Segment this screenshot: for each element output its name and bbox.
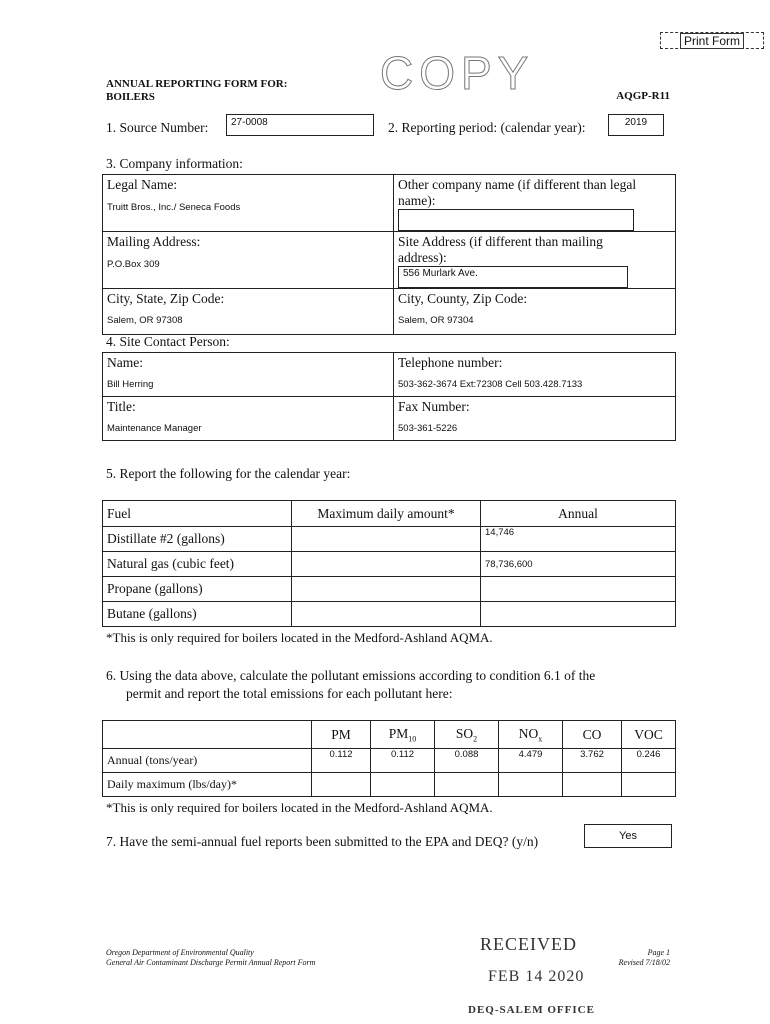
annual-cell[interactable]	[481, 577, 676, 602]
print-form-button[interactable]: Print Form	[660, 32, 764, 49]
emissions-label-1: 6. Using the data above, calculate the pollutant emissions according to condition 6.1 of the	[106, 668, 596, 683]
form-id: AQGP-R11	[616, 90, 670, 102]
fuel-header: Fuel	[103, 501, 292, 527]
fuel-row: Butane (gallons)	[103, 602, 676, 627]
so2-header: $SO_2$	[435, 721, 499, 749]
fuel-note: *This is only required for boilers located in the Medford-Ashland AQMA.	[106, 630, 493, 645]
fuel-row: Natural gas (cubic feet) 78,736,600	[103, 552, 676, 577]
fuel-report-label: 5. Report the following for the calendar year:	[106, 466, 351, 481]
telephone-field[interactable]: 503-362-3674 Ext:72308 Cell 503.428.7133	[398, 379, 583, 390]
nox-daily[interactable]	[499, 773, 563, 797]
form-title: ANNUAL REPORTING FORM FOR: BOILERS	[106, 78, 288, 103]
mailing-address-field[interactable]: P.O.Box 309	[107, 259, 160, 270]
co-annual[interactable]: 3.762	[563, 749, 622, 773]
received-date: FEB 14 2020	[488, 968, 585, 985]
received-office: DEQ-SALEM OFFICE	[468, 1004, 595, 1016]
so2-daily[interactable]	[435, 773, 499, 797]
emissions-note: *This is only required for boilers located in the Medford-Ashland AQMA.	[106, 800, 493, 815]
other-company-name-field[interactable]	[398, 209, 634, 231]
emissions-table	[102, 720, 676, 797]
pm10-header: $PM_{10}$	[371, 721, 435, 749]
max-daily-header: Maximum daily amount*	[292, 501, 481, 527]
max-daily-cell[interactable]	[292, 527, 481, 552]
emissions-label-2: permit and report the total emissions for each pollutant here:	[126, 686, 453, 701]
footer-left: Oregon Department of Environmental Quality General Air Contaminant Discharge Permit Annual Report Form	[106, 948, 316, 967]
annual-emissions-row: Annual (tons/year) 0.112 0.112 0.088 4.479 3.762 0.246	[103, 749, 676, 773]
fax-field[interactable]: 503-361-5226	[398, 423, 458, 434]
source-number-label: 1. Source Number:	[106, 120, 209, 135]
voc-annual[interactable]: 0.246	[622, 749, 676, 773]
company-info-table: Legal Name: Truitt Bros., Inc./ Seneca Foods Other company name (if different than legal name): Mailing Address: P.O.Box 309 Site Address (if different than mailing address):556 Murlark Ave. City, State, Zip Code: Salem, OR 97308 City, County, Zip Code: Salem, OR 97304	[102, 174, 676, 335]
nox-annual[interactable]: 4.479	[499, 749, 563, 773]
annual-cell[interactable]: 78,736,600	[481, 552, 676, 577]
legal-name-field[interactable]: Truitt Bros., Inc./ Seneca Foods	[107, 202, 241, 213]
fuel-table	[102, 500, 676, 627]
contact-name-field[interactable]: Bill Herring	[107, 379, 154, 390]
voc-daily[interactable]	[622, 773, 676, 797]
annual-cell[interactable]: 14,746	[481, 527, 676, 552]
site-contact-label: 4. Site Contact Person:	[106, 334, 230, 349]
nox-header: $NO_x$	[499, 721, 563, 749]
site-contact-table: Name: Bill Herring Telephone number: 503-362-3674 Ext:72308 Cell 503.428.7133 Title: Maintenance Manager Fax Number: 503-361-5226	[102, 352, 676, 441]
max-daily-cell[interactable]	[292, 577, 481, 602]
daily-max-row: Daily maximum (lbs/day)*	[103, 773, 676, 797]
co-header: CO	[563, 721, 622, 749]
source-number-field[interactable]: 27-0008	[226, 114, 374, 136]
pm10-annual[interactable]: 0.112	[371, 749, 435, 773]
reporting-period-label: 2. Reporting period: (calendar year):	[388, 120, 586, 135]
copy-stamp: COPY	[380, 47, 535, 99]
max-daily-cell[interactable]	[292, 552, 481, 577]
site-address-field[interactable]: 556 Murlark Ave.	[398, 266, 628, 288]
max-daily-cell[interactable]	[292, 602, 481, 627]
semi-annual-field[interactable]: Yes	[584, 824, 672, 848]
pm-daily[interactable]	[312, 773, 371, 797]
pm10-daily[interactable]	[371, 773, 435, 797]
fuel-row: Propane (gallons)	[103, 577, 676, 602]
annual-cell[interactable]	[481, 602, 676, 627]
reporting-year-field[interactable]: 2019	[608, 114, 664, 136]
pm-header: PM	[312, 721, 371, 749]
voc-header: VOC	[622, 721, 676, 749]
company-info-label: 3. Company information:	[106, 156, 243, 171]
footer-right: Page 1 Revised 7/18/02	[618, 948, 670, 967]
co-daily[interactable]	[563, 773, 622, 797]
fuel-row: Distillate #2 (gallons) 14,746	[103, 527, 676, 552]
received-stamp: RECEIVED	[480, 934, 577, 954]
city-county-zip-field[interactable]: Salem, OR 97304	[398, 315, 474, 326]
annual-header: Annual	[481, 501, 676, 527]
city-state-zip-field[interactable]: Salem, OR 97308	[107, 315, 183, 326]
so2-annual[interactable]: 0.088	[435, 749, 499, 773]
semi-annual-question: 7. Have the semi-annual fuel reports been submitted to the EPA and DEQ? (y/n)	[106, 834, 539, 849]
pm-annual[interactable]: 0.112	[312, 749, 371, 773]
contact-title-field[interactable]: Maintenance Manager	[107, 423, 202, 434]
